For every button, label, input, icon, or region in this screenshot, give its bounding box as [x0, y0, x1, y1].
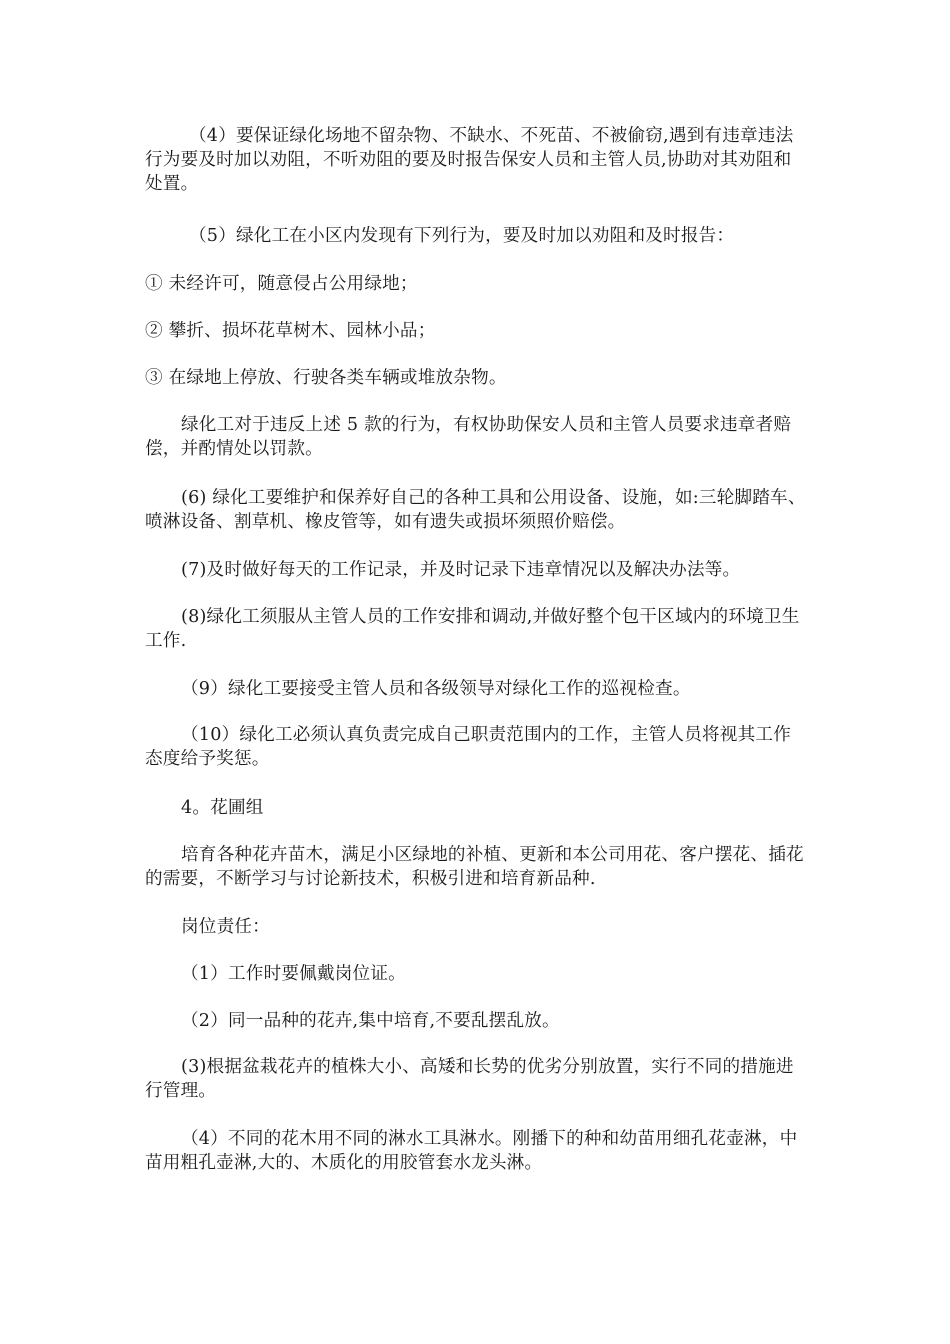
paragraph-greening-site-duty: （4）要保证绿化场地不留杂物、不缺水、不死苗、不被偷窃,遇到有违章违法行为要及时加以劝阻，不听劝阻的要及时报告保安人员和主管人员,协助对其劝阻和处置。	[145, 126, 794, 194]
paragraph-obey-arrangement: (8)绿化工须服从主管人员的工作安排和调动,并做好整个包干区域内的环境卫生工作.	[145, 607, 800, 651]
paragraph-same-variety: （2）同一品种的花卉,集中培育,不要乱摆乱放。	[181, 1011, 560, 1031]
list-item-park-vehicles: ③ 在绿地上停放、行驶各类车辆或堆放杂物。	[145, 368, 507, 388]
paragraph-work-records: (7)及时做好每天的工作记录，并及时记录下违章情况以及解决办法等。	[181, 560, 741, 580]
paragraph-wear-badge: （1）工作时要佩戴岗位证。	[181, 964, 406, 984]
paragraph-compensation: 绿化工对于违反上述 5 款的行为，有权协助保安人员和主管人员要求违章者赔偿，并酌情处以罚款。	[145, 415, 792, 459]
list-item-occupy-green: ① 未经许可，随意侵占公用绿地；	[145, 274, 418, 294]
paragraph-nursery-intro: 培育各种花卉苗木，满足小区绿地的补植、更新和本公司用花、客户摆花、插花的需要，不断学习与讨论新技术，积极引进和培育新品种.	[145, 845, 804, 889]
list-item-damage-plants: ② 攀折、损坏花草树木、园林小品；	[145, 321, 436, 341]
paragraph-watering-tools: （4）不同的花木用不同的淋水工具淋水。刚播下的种和幼苗用细孔花壶淋，中苗用粗孔壶淋,大的、木质化的用胶管套水龙头淋。	[145, 1129, 798, 1173]
paragraph-accept-inspection: （9）绿化工要接受主管人员和各级领导对绿化工作的巡视检查。	[181, 679, 691, 699]
paragraph-potted-placement: (3)根据盆栽花卉的植株大小、高矮和长势的优劣分别放置，实行不同的措施进行管理。	[145, 1057, 794, 1101]
section-heading-nursery: 4。花圃组	[181, 798, 264, 818]
paragraph-report-behaviors: （5）绿化工在小区内发现有下列行为，要及时加以劝阻和及时报告：	[189, 226, 735, 246]
paragraph-maintain-tools: (6) 绿化工要维护和保养好自己的各种工具和公用设备、设施，如:三轮脚踏车、喷淋设备、割草机、橡皮管等，如有遗失或损坏须照价赔偿。	[145, 488, 806, 532]
subheading-post-duty: 岗位责任：	[181, 917, 270, 937]
paragraph-responsibility: （10）绿化工必须认真负责完成自己职责范围内的工作，主管人员将视其工作态度给予奖惩。	[145, 725, 791, 769]
